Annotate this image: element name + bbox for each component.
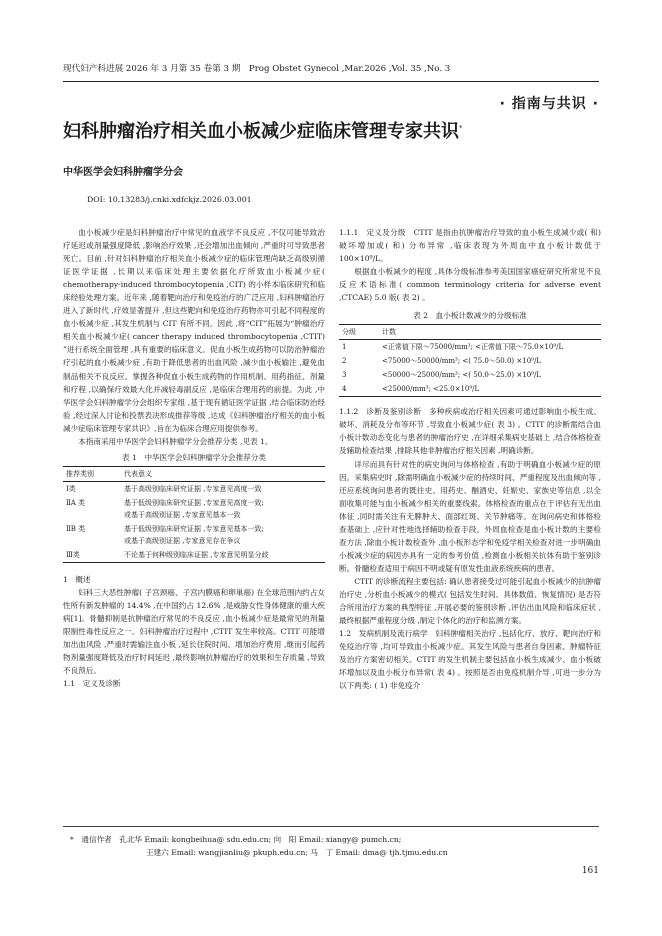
table-cell: 1 <box>342 343 347 352</box>
body-paragraph: 1.1.2 诊断及鉴别诊断 多种疾病或治疗相关因素可通过影响血小板生成、破坏、消耗及分布等环节 ,导致血小板减少症( 表 3) 。CTIT 的诊断需结合血小板计数动态变化与患者的肿瘤治疗史 ,在详细采集病史基础上 ,结合体格检查及辅助检查结果 ,排除其他非肿瘤治疗相关因素 ,明确诊断。 <box>339 407 601 456</box>
table-cell: <25000/mm³; <25.0×10⁹/L <box>379 382 601 397</box>
table-cell: ⅡB 类 <box>66 524 86 533</box>
table-cell: 3 <box>342 371 347 380</box>
subsection-heading: 1.1 定义及诊断 <box>63 679 121 689</box>
doi: DOI: 10.13283/j.cnki.xdfckjz.2026.03.001 <box>87 195 252 204</box>
table-cell: 2 <box>342 357 347 366</box>
table2-caption: 表 2 血小板计数减少的分级标准 <box>413 311 527 321</box>
left-column <box>63 226 325 690</box>
author: 中华医学会妇科肿瘤学分会 <box>63 167 183 178</box>
title-text: 妇科肿瘤治疗相关血小板减少症临床管理专家共识 <box>63 121 459 142</box>
title-footnote-mark: * <box>459 124 463 132</box>
article-title <box>63 117 463 143</box>
section-label: · 指南与共识 · <box>499 96 599 112</box>
table1-caption: 表 1 中华医学会妇科肿瘤学分会推荐分类 <box>122 452 266 462</box>
table-cell: ⅡA 类 <box>66 498 86 507</box>
table-cell: 基于低级别临床研究证据 ,专家意见高度一致; 或基于高级别证据 ,专家意见基本一致 <box>124 498 264 519</box>
table-cell: <75000～50000/mm³; <( 75.0～50.0) ×10⁹/L <box>382 357 541 366</box>
table-row <box>339 382 601 397</box>
body-paragraph: 详尽而具有针对性的病史询问与体格检查 ,有助于明确血小板减少症的原因。采集病史时 ,除需明确血小板减少症的持续时间、严重程度及出血倾向等 ,还应系统询问患者的既往史、用药史、酗酒史、妊娠史、家族史等信息 ,以全面收集可能与血小板减少相关的重要线索。体格检查的重点在于评估有无出血体征 ,同时需关注有无脾肿大、面部红斑、关节肿痛等。在询问病史和体格检查基础上 ,应针对性地选择辅助检查手段。外周血检查是血小板计数的主要检查方法 ,除血小板计数检查外 ,血小板形态学和免疫学相关检查对进一步明确血小板减少症的病因亦具有一定的参考价值 ,检测血小板相关抗体有助于鉴别诊断。骨髓检查适用于病因不明或疑有原发性血液系统疾病的患者。 <box>339 459 601 573</box>
table-cell: 不论基于何种级别临床证据 ,专家意见明显分歧 <box>121 548 325 563</box>
table1 <box>63 466 325 563</box>
table2-header: 计数 <box>379 325 601 340</box>
table-row <box>339 354 601 368</box>
intro-paragraph: 血小板减少症是妇科肿瘤治疗中常见的血液学不良反应 ,不仅可能导致治疗延迟或剂量强度降低 ,影响治疗效果 ,还会增加出血倾向 ,严重时可导致患者死亡。目前 ,针对妇科肿瘤治疗相关血小板减少症的临床管理尚缺乏高级别循证医学证据 ,长期以来临床处理主要依据化疗所致血小板减少症( chemotherapy-induced thrombocytopenia ,CIT) 的小样本临床研究和临床经验处理方案。近年来 ,随着靶向治疗和免疫治疗的广泛应用 ,妇科肿瘤治疗进入了新时代 ,疗效显著提升 ,但这些靶向和免疫治疗药物亦可引起不同程度的血小板减少症 ,其发生机制与 CIT 有所不同。因此 ,将“CIT”拓展为“肿瘤治疗相关血小板减少症( cancer therapy induced thrombocytopenia ,CTIT) ”进行系统全面管理 ,具有重要的临床意义。促血小板生成药物可以防治肿瘤治疗引起的血小板减少症 ,有助于降低患者的出血风险 ,减少血小板输注 ,避免血制品相关不良反应。掌握各种促血小板生成药物的作用机制、用药指征、剂量和疗程 ,以确保疗效最大化并减轻毒副反应 ,是临床合理用药的前提。为此 ,中华医学会妇科肿瘤学分会组织专家组 ,基于现有循证医学证据 ,结合临床防治经验 ,经过深入讨论和投票表决形成推荐等级 ,达成《妇科肿瘤治疗相关的血小板减少症临床管理专家共识》,旨在为临床合理应用提供参考。 <box>63 228 325 433</box>
table2-header: 分级 <box>339 325 379 340</box>
section-paragraph: 妇科三大恶性肿瘤( 子宫颈癌、子宫内膜癌和卵巢癌) 在全球范围内约占女性所有新发肿瘤的 14.4% ,在中国约占 12.6% ,是威胁女性身体健康的重大疾病[1]。骨髓抑制是抗肿瘤治疗常见的不良反应 ,血小板减少症是最常见的剂量限制性毒性反应之一。妇科肿瘤治疗过程中 ,CTIT 发生率较高。CTIT 可能增加出血风险 ,严重时需输注血小板 ,延长住院时间、增加治疗费用 ,继而引起药物剂量强度降低及治疗时间延迟 ,最终影响抗肿瘤治疗的效果和生存质量 ,导致不良预后。 <box>63 587 325 676</box>
section-heading: 1 概述 <box>63 574 91 584</box>
table-cell: 基于高级别临床研究证据 ,专家意见高度一致 <box>124 484 262 493</box>
body-paragraph: 1.2 发病机制及流行病学 妇科肿瘤相关治疗 ,包括化疗、放疗、靶向治疗和免疫治疗等 ,均可导致血小板减少症。其发生风险与患者自身因素、肿瘤特征及治疗方案密切相关。CTIT 的发生机制主要包括血小板生成减少、血小板破坏增加以及血小板分布异常( 表 4) 。按照是否由免疫机制介导 ,可进一步分为以下两类: ( 1) 非免疫介 <box>339 629 601 691</box>
table1-header: 代表意义 <box>121 466 325 481</box>
table-row <box>63 496 325 522</box>
table-cell: 4 <box>339 382 379 397</box>
table1-header: 推荐类别 <box>63 466 121 481</box>
page-number: 161 <box>581 866 599 876</box>
table2 <box>339 324 601 397</box>
body-paragraph: 根据血小板减少的程度 ,具体分级标准参考美国国家癌症研究所常见不良反应术语标准( common terminology criteria for adverse event ,CTCAE) 5.0 版( 表 2) 。 <box>339 267 601 303</box>
table-cell: <50000～25000/mm³; <( 50.0～25.0) ×10⁹/L <box>382 371 541 380</box>
body-paragraph: CTIT 的诊断流程主要包括: 确认患者接受过可能引起血小板减少的抗肿瘤治疗史 ,分析血小板减少的模式( 包括发生时间、具体数值、恢复情况) 是否符合所用治疗方案的典型特征 ,开展必要的鉴别诊断 ,评估出血风险和临床症状 ,最终根据严重程度分级 ,制定个体化的治疗和监测方案。 <box>339 576 601 626</box>
intro-paragraph: 本指南采用中华医学会妇科肿瘤学分会推荐分类 ,见表 1。 <box>78 436 273 446</box>
table-cell: <正常值下限～75000/mm³; <正常值下限～75.0×10⁹/L <box>382 343 564 352</box>
footnote-line: 王建六 Email: wangjianliu@ pkuph.edu.cn; 马 丁 Email: dma@ tjh.tjmu.edu.cn <box>146 848 448 857</box>
table-row <box>63 548 325 563</box>
header-rule <box>63 81 599 82</box>
table-cell: Ⅲ类 <box>63 548 121 563</box>
table-row <box>339 368 601 382</box>
right-column <box>339 226 601 692</box>
table-row <box>339 340 601 355</box>
body-paragraph: 1.1.1 定义及分级 CTIT 是指由抗肿瘤治疗导致的血小板生成减少或( 和) 破坏增加或( 和) 分布异常 ,临床表现为外周血中血小板计数低于 100×10⁹/L。 <box>339 228 601 264</box>
table-cell: Ⅰ类 <box>66 484 76 493</box>
footnote-line: * 通信作者 孔北华 Email: kongbeihua@ sdu.edu.cn; 向 阳 Email: xiangy@ pumch.cn; <box>70 835 402 844</box>
table-cell: 基于低级别临床研究证据 ,专家意见基本一致; 或基于高级别证据 ,专家意见存在争议 <box>124 524 264 545</box>
running-header: 现代妇产科进展 2026 年 3 月第 35 卷第 3 期 Prog Obstet Gynecol ,Mar.2026 ,Vol. 35 ,No. 3 <box>63 64 451 74</box>
table-row <box>63 481 325 496</box>
footnote-rule <box>63 826 599 827</box>
table-row <box>63 522 325 548</box>
